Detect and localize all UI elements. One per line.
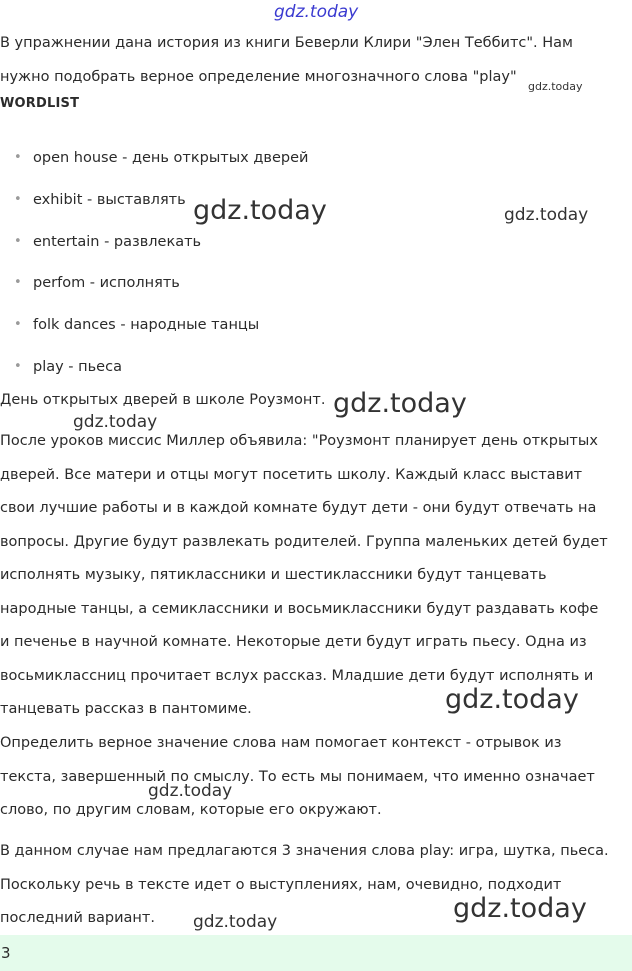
text-line: восьмиклассниц прочитает вслух рассказ. Младшие дети будут исполнять и (0, 667, 594, 684)
text-line: Определить верное значение слова нам помогает контекст - отрывок из (0, 735, 562, 751)
watermark: gdz.today (148, 781, 233, 801)
wordlist-item: • open house - день открытых дверей (0, 141, 308, 183)
watermark: gdz.today (193, 912, 278, 932)
text-line: народные танцы, а семиклассники и восьмиклассники будут раздавать кофе (0, 600, 599, 617)
story-paragraph (0, 425, 608, 727)
wordlist-title: WORDLIST (0, 96, 80, 111)
watermark: gdz.today (453, 893, 587, 924)
watermark: gdz.today (445, 684, 579, 715)
intro-paragraph (0, 27, 573, 94)
wordlist-item: • play - пьеса (0, 350, 308, 392)
text-line: В упражнении дана история из книги Беверли Клири "Элен Теббитс". Нам (0, 35, 573, 51)
context-paragraph (0, 727, 595, 828)
answer-number: 3 (1, 944, 11, 962)
text-line: В данном случае нам предлагаются 3 значения слова play: игра, шутка, пьеса. (0, 843, 609, 859)
text-line: свои лучшие работы и в каждой комнате будут дети - они будут отвечать на (0, 500, 597, 516)
text-line: Поскольку речь в тексте идет о выступлениях, нам, очевидно, подходит (0, 876, 562, 893)
watermark: gdz.today (73, 412, 158, 432)
text-line: исполнять музыку, пятиклассники и шестиклассники будут танцевать (0, 567, 547, 583)
text-line: текста, завершенный по смыслу. То есть мы понимаем, что именно означает (0, 768, 595, 785)
text-line: танцевать рассказ в пантомиме. (0, 701, 252, 717)
text-line: нужно подобрать верное определение многозначного слова "play" (0, 68, 517, 85)
text-line: последний вариант. (0, 910, 155, 926)
story-heading: День открытых дверей в школе Роузмонт. (0, 392, 326, 408)
text-line: дверей. Все матери и отцы могут посетить школу. Каждый класс выставит (0, 466, 583, 483)
watermark: gdz.today (504, 205, 589, 225)
watermark: gdz.today (528, 80, 583, 93)
wordlist-item: • folk dances - народные танцы (0, 308, 308, 350)
answer-number-bar (0, 935, 632, 971)
wordlist-item: • entertain - развлекать (0, 225, 308, 267)
text-line: слово, по другим словам, которые его окружают. (0, 802, 382, 818)
watermark: gdz.today (193, 195, 327, 226)
text-line: После уроков миссис Миллер объявила: "Роузмонт планирует день открытых (0, 433, 598, 449)
watermark: gdz.today (274, 2, 359, 22)
watermark: gdz.today (333, 388, 467, 419)
text-line: и печенье в научной комнате. Некоторые дети будут играть пьесу. Одна из (0, 634, 587, 650)
wordlist-item: • perfom - исполнять (0, 266, 308, 308)
wordlist (0, 141, 308, 392)
wordlist-item: • exhibit - выставлять (0, 183, 308, 225)
text-line: вопросы. Другие будут развлекать родителей. Группа маленьких детей будет (0, 533, 608, 550)
